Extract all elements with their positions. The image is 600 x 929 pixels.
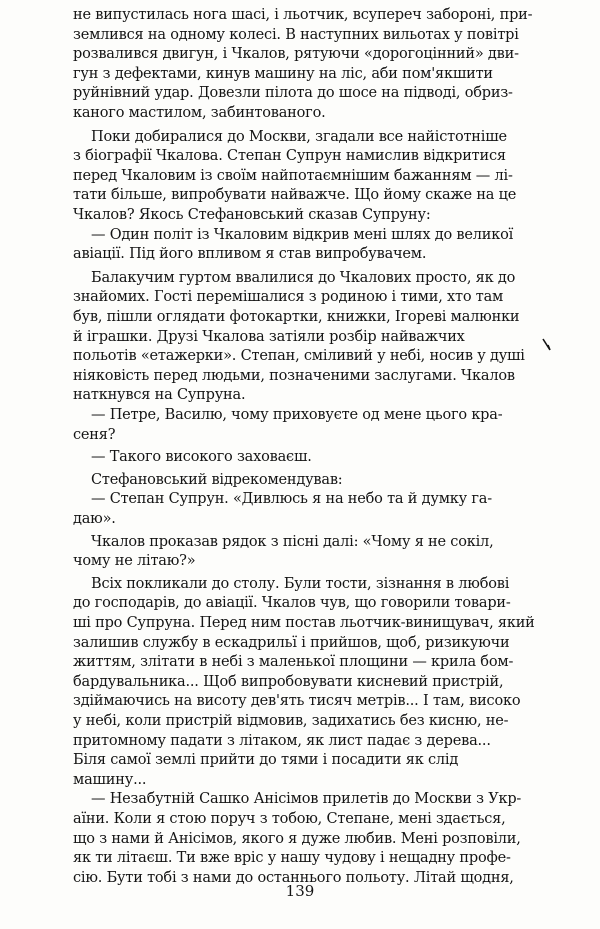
text-line: — Степан Супрун. «Дивлюсь я на небо та й думку га- — [91, 491, 492, 508]
text-line: тати більше, випробувати найважче. Що йому скаже на це — [73, 187, 517, 204]
text-line: сеня? — [73, 426, 116, 443]
text-line: — Петре, Василю, чому приховуєте од мене цього кра- — [91, 407, 503, 423]
text-line: знайомих. Гості перемішалися з родиною і тими, хто там — [73, 289, 504, 306]
text-line: сію. Бути тобі з нами до останнього польоту. Літай щодня, — [73, 869, 514, 886]
text-line: польотів «етажерки». Степан, сміливий у небі, носив у душі — [73, 348, 525, 365]
page-number: 139 — [285, 882, 315, 900]
text-line: — Такого високого заховаєш. — [91, 449, 312, 466]
text-line: руйнівний удар. Довезли пілота до шосе на підводі, обриз- — [73, 85, 513, 102]
text-line: залишив службу в ескадрильї і прийшов, щоб, ризикуючи — [73, 634, 510, 651]
text-line: здіймаючись на висоту дев'ять тисяч метрів... І там, високо — [73, 693, 521, 710]
text-line: й іграшки. Друзі Чкалова затіяли розбір найважчих — [73, 328, 465, 345]
text-line: що з нами й Анісімов, якого я дуже любив. Мені розповіли, — [73, 830, 521, 847]
text-line: у небі, коли пристрій відмовив, задихатись без кисню, не- — [73, 713, 509, 729]
text-line: Чкалов? Якось Стефановський сказав Супруну: — [73, 207, 431, 223]
text-line: Всіх покликали до столу. Були тости, зізнання в любові — [91, 575, 510, 592]
text-line: розвалився двигун, і Чкалов, рятуючи «дорогоцінний» дви- — [73, 46, 519, 63]
text-line: каного мастилом, забинтованого. — [73, 105, 326, 121]
text-line: Поки добиралися до Москви, згадали все найістотніше — [91, 128, 507, 145]
text-line: наткнувся на Супруна. — [73, 387, 246, 404]
text-line: даю». — [73, 511, 116, 527]
text-line: життям, злітати в небі з маленької площини — крила бом- — [73, 654, 514, 671]
text-line: ші про Супруна. Перед ним постав льотчик-винищувач, який — [73, 615, 535, 631]
text-line: — Один політ із Чкаловим відкрив мені шлях до великої — [91, 226, 514, 243]
text-line: як ти літаєш. Ти вже вріс у нашу чудову і нещадну профе- — [73, 850, 511, 867]
text-line: притомному падати з літаком, як лист падає з дерева... — [73, 732, 491, 749]
text-line: Чкалов проказав рядок з пісні далі: «Чому я не сокіл, — [91, 533, 494, 550]
text-line: не випустилась нога шасі, і льотчик, всупереч забороні, при- — [73, 7, 533, 23]
text-line: чому не літаю?» — [73, 553, 196, 570]
text-line: гун з дефектами, кинув машину на ліс, аби пом'якшити — [73, 65, 493, 82]
text-line: Біля самої землі прийти до тями і посадити як слід — [73, 752, 459, 769]
text-line: до господарів, до авіації. Чкалов чув, що говорили товари- — [73, 595, 511, 612]
text-line: з біографії Чкалова. Степан Супрун намислив відкритися — [73, 148, 506, 165]
text-line: ніяковість перед людьми, позначеними заслугами. Чкалов — [73, 367, 515, 384]
ink-mark-icon — [542, 338, 552, 352]
text-line: авіації. Під його впливом я став випробувачем. — [73, 246, 427, 263]
text-line: Балакучим гуртом ввалилися до Чкалових просто, як до — [91, 269, 516, 286]
text-line: був, пішли оглядати фотокартки, книжки, Ігореві малюнки — [73, 309, 520, 325]
text-line: — Незабутній Сашко Анісімов прилетів до Москви з Укр- — [91, 791, 522, 808]
text-line: бардувальника... Щоб випробовувати кисневий пристрій, — [73, 673, 504, 690]
text-line: Стефановський відрекомендував: — [91, 471, 343, 488]
text-line: землився на одному колесі. В наступних вильотах у повітрі — [73, 26, 519, 43]
text-line: аїни. Коли я стою поруч з тобою, Степане, мені здається, — [73, 811, 506, 827]
text-line: перед Чкаловим із своїм найпотаємнішим бажанням — лі- — [73, 167, 513, 184]
text-line: машину... — [73, 771, 147, 788]
